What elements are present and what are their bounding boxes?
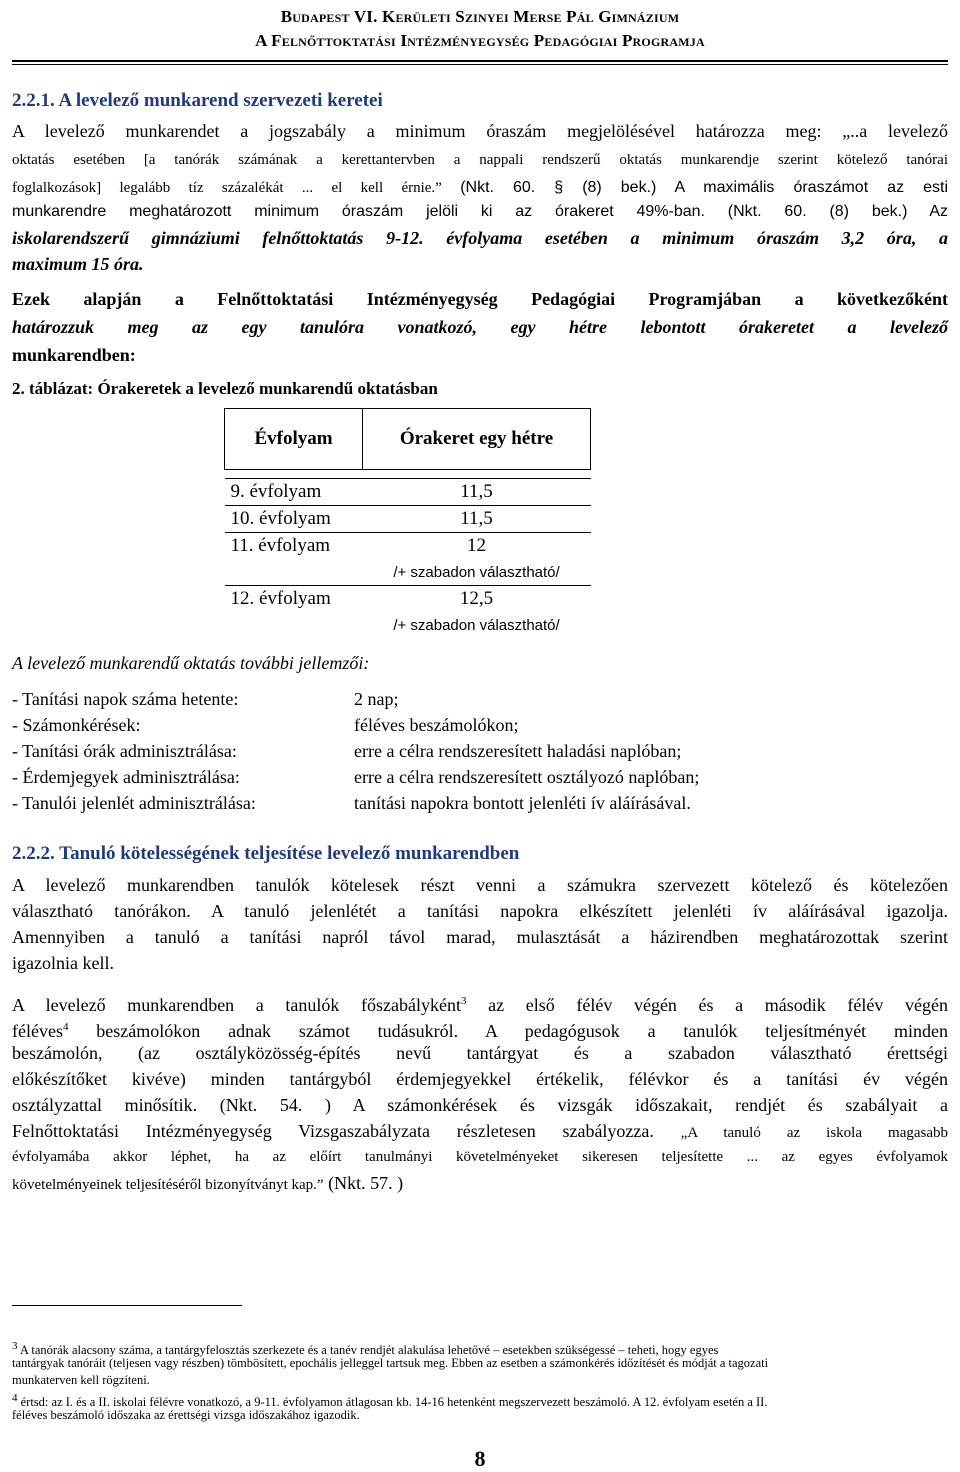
feature-label: - Érdemjegyek adminisztrálása:	[12, 767, 240, 787]
paragraph-line: választható tanórákon. A tanuló jelenlétét a tanítási napokra elkészített jelenléti ív aláírásával igazolja.	[12, 901, 948, 921]
paragraph-line: követelményeinek teljesítéséről bizonyítványt kap.” (Nkt. 57. )	[12, 1173, 404, 1193]
paragraph-line: Felnőttoktatási Intézményegység Vizsgaszabályzata részletesen szabályozza. „A tanuló az iskola magasabb	[12, 1121, 948, 1141]
paragraph-line: munkarendben:	[12, 345, 136, 365]
paragraph-line: munkarendre meghatározott minimum óraszám jelöli ki az órakeret 49%-ban. (Nkt. 60. (8) bek.) Az	[12, 203, 948, 220]
footnote-line: féléves beszámoló időszaka az érettségi vizsga időszakához igazodik.	[12, 1408, 360, 1422]
table-row-note: /+ szabadon választható/	[393, 616, 560, 634]
footnote-rule	[12, 1305, 242, 1306]
features-list	[12, 686, 948, 826]
paragraph-line: beszámolón, (az osztályközösség-építés nevű tantárgyat és a szabadon választható érettségi	[12, 1043, 948, 1063]
footnote-line: tantárgyak tanóráit (teljesen vagy részben) tömbösített, epochális jelleggel tartsuk meg. Ebben az esetben a számonkérés időzítését és módját a tagozati	[12, 1356, 769, 1370]
feature-label: - Tanítási napok száma hetente:	[12, 689, 239, 709]
section-title-2-2-2: 2.2.2. Tanuló kötelességének teljesítése levelező munkarendben	[12, 843, 520, 864]
paragraph-line: évfolyamába akkor léphet, ha az előírt tanulmányi követelményeket sikeresen teljesítette ... az egyes évfolyamok	[12, 1149, 948, 1165]
paragraph-line: A levelező munkarendet a jogszabály a minimum óraszám megjelölésével határozza meg: „..a levelező	[12, 121, 948, 141]
column-header: Órakeret egy hétre	[363, 409, 591, 470]
page-number: 8	[474, 1446, 486, 1471]
feature-value: tanítási napokra bontott jelenléti ív aláírásával.	[354, 793, 691, 813]
paragraph-line: A levelező munkarendben a tanulók főszabályként$^3$ az első félév végén és a második félév végén	[12, 995, 948, 1015]
header-program-title: A Felnőttoktatási Intézményegység Pedagógiai Programja	[255, 31, 705, 50]
feature-label: - Számonkérések:	[12, 715, 141, 735]
paragraph-line: igazolnia kell.	[12, 953, 114, 973]
table-row: 10. évfolyam 11,5	[225, 506, 591, 533]
paragraph-line: iskolarendszerű gimnáziumi felnőttoktatás 9-12. évfolyama esetében a minimum óraszám 3,2 óra, a	[12, 228, 948, 248]
hours-table	[224, 408, 591, 638]
section-title-2-2-1: 2.2.1. A levelező munkarend szervezeti keretei	[12, 90, 383, 111]
footnote-3: $^3$ A tanórák alacsony száma, a tantárgyfelosztás szerkezete és a tanév rendjét alakulása lehetővé – esetekben szükségessé – teheti, hogy egyes	[12, 1340, 719, 1358]
footnote-4: $^4$ értsd: az I. és a II. iskolai félévre vonatkozó, a 9-11. évfolyamon átlagosan kb. 14-16 hetenként megszervezett beszámoló. A 12. évfolyam esetén a II.	[12, 1392, 768, 1410]
paragraph-line: Amennyiben a tanuló a tanítási napról távol marad, mulasztását a házirendben meghatározottak szerint	[12, 927, 948, 947]
paragraph-line: oktatás esetében [a tanórák számának a kerettantervben a nappali rendszerű oktatás munkarendje szerint kötelező tanórai	[12, 152, 948, 168]
features-intro: A levelező munkarendű oktatás további jellemzői:	[12, 653, 370, 673]
feature-value: 2 nap;	[354, 689, 399, 709]
feature-value: erre a célra rendszeresített haladási naplóban;	[354, 741, 682, 761]
column-header: Évfolyam	[225, 409, 363, 470]
feature-value: erre a célra rendszeresített osztályozó naplóban;	[354, 767, 700, 787]
feature-value: féléves beszámolókon;	[354, 715, 519, 735]
paragraph-line: maximum 15 óra.	[12, 254, 144, 274]
paragraph-line: A levelező munkarendben tanulók kötelesek részt venni a számukra szervezett kötelező és kötelezően	[12, 875, 948, 895]
paragraph-text: foglalkozások] legalább tíz százalékát ... el kell érnie.”	[12, 180, 461, 196]
table-row: 11. évfolyam 12	[225, 533, 591, 560]
footnote-line: munkaterven kell rögzíteni.	[12, 1373, 150, 1387]
paragraph-line: osztályzattal minősítik. (Nkt. 54. ) A számonkérések és vizsgák időszakait, rendjét és szabályait a	[12, 1095, 948, 1115]
feature-label: - Tanítási órák adminisztrálása:	[12, 741, 237, 761]
footnote-ref-4[interactable]: 4	[62, 1021, 69, 1033]
header-school-name: Budapest VI. Kerületi Szinyei Merse Pál Gimnázium	[280, 7, 680, 26]
table-row-note: /+ szabadon választható/	[393, 563, 560, 581]
paragraph-line: Ezek alapján a Felnőttoktatási Intézményegység Pedagógiai Programjában a következőként	[12, 289, 948, 309]
table-caption: 2. táblázat: Órakeretek a levelező munkarendű oktatásban	[12, 379, 438, 398]
paragraph-line: határozzuk meg az egy tanulóra vonatkozó, egy hétre lebontott órakeretet a levelező	[12, 317, 948, 337]
header-rule-thin	[12, 64, 948, 65]
paragraph-line: foglalkozások] legalább tíz százalékát ... el kell érnie.” (Nkt. 60. § (8) bek.) A maximális óraszámot az esti	[12, 179, 949, 196]
paragraph-line: előkészítőket kivéve) minden tantárgyból érdemjegyekkel értékelik, félévkor és a tanítási év végén	[12, 1069, 948, 1089]
header-rule	[12, 60, 948, 62]
table-row: 9. évfolyam 11,5	[225, 479, 591, 506]
table-row: 12. évfolyam 12,5	[225, 586, 591, 613]
paragraph-line: féléves$^4$ beszámolókon adnak számot tudásukról. A pedagógusok a tanulók teljesítményét minden	[12, 1021, 948, 1041]
footnote-ref-3[interactable]: 3	[461, 995, 467, 1007]
feature-label: - Tanulói jelenlét adminisztrálása:	[12, 793, 256, 813]
